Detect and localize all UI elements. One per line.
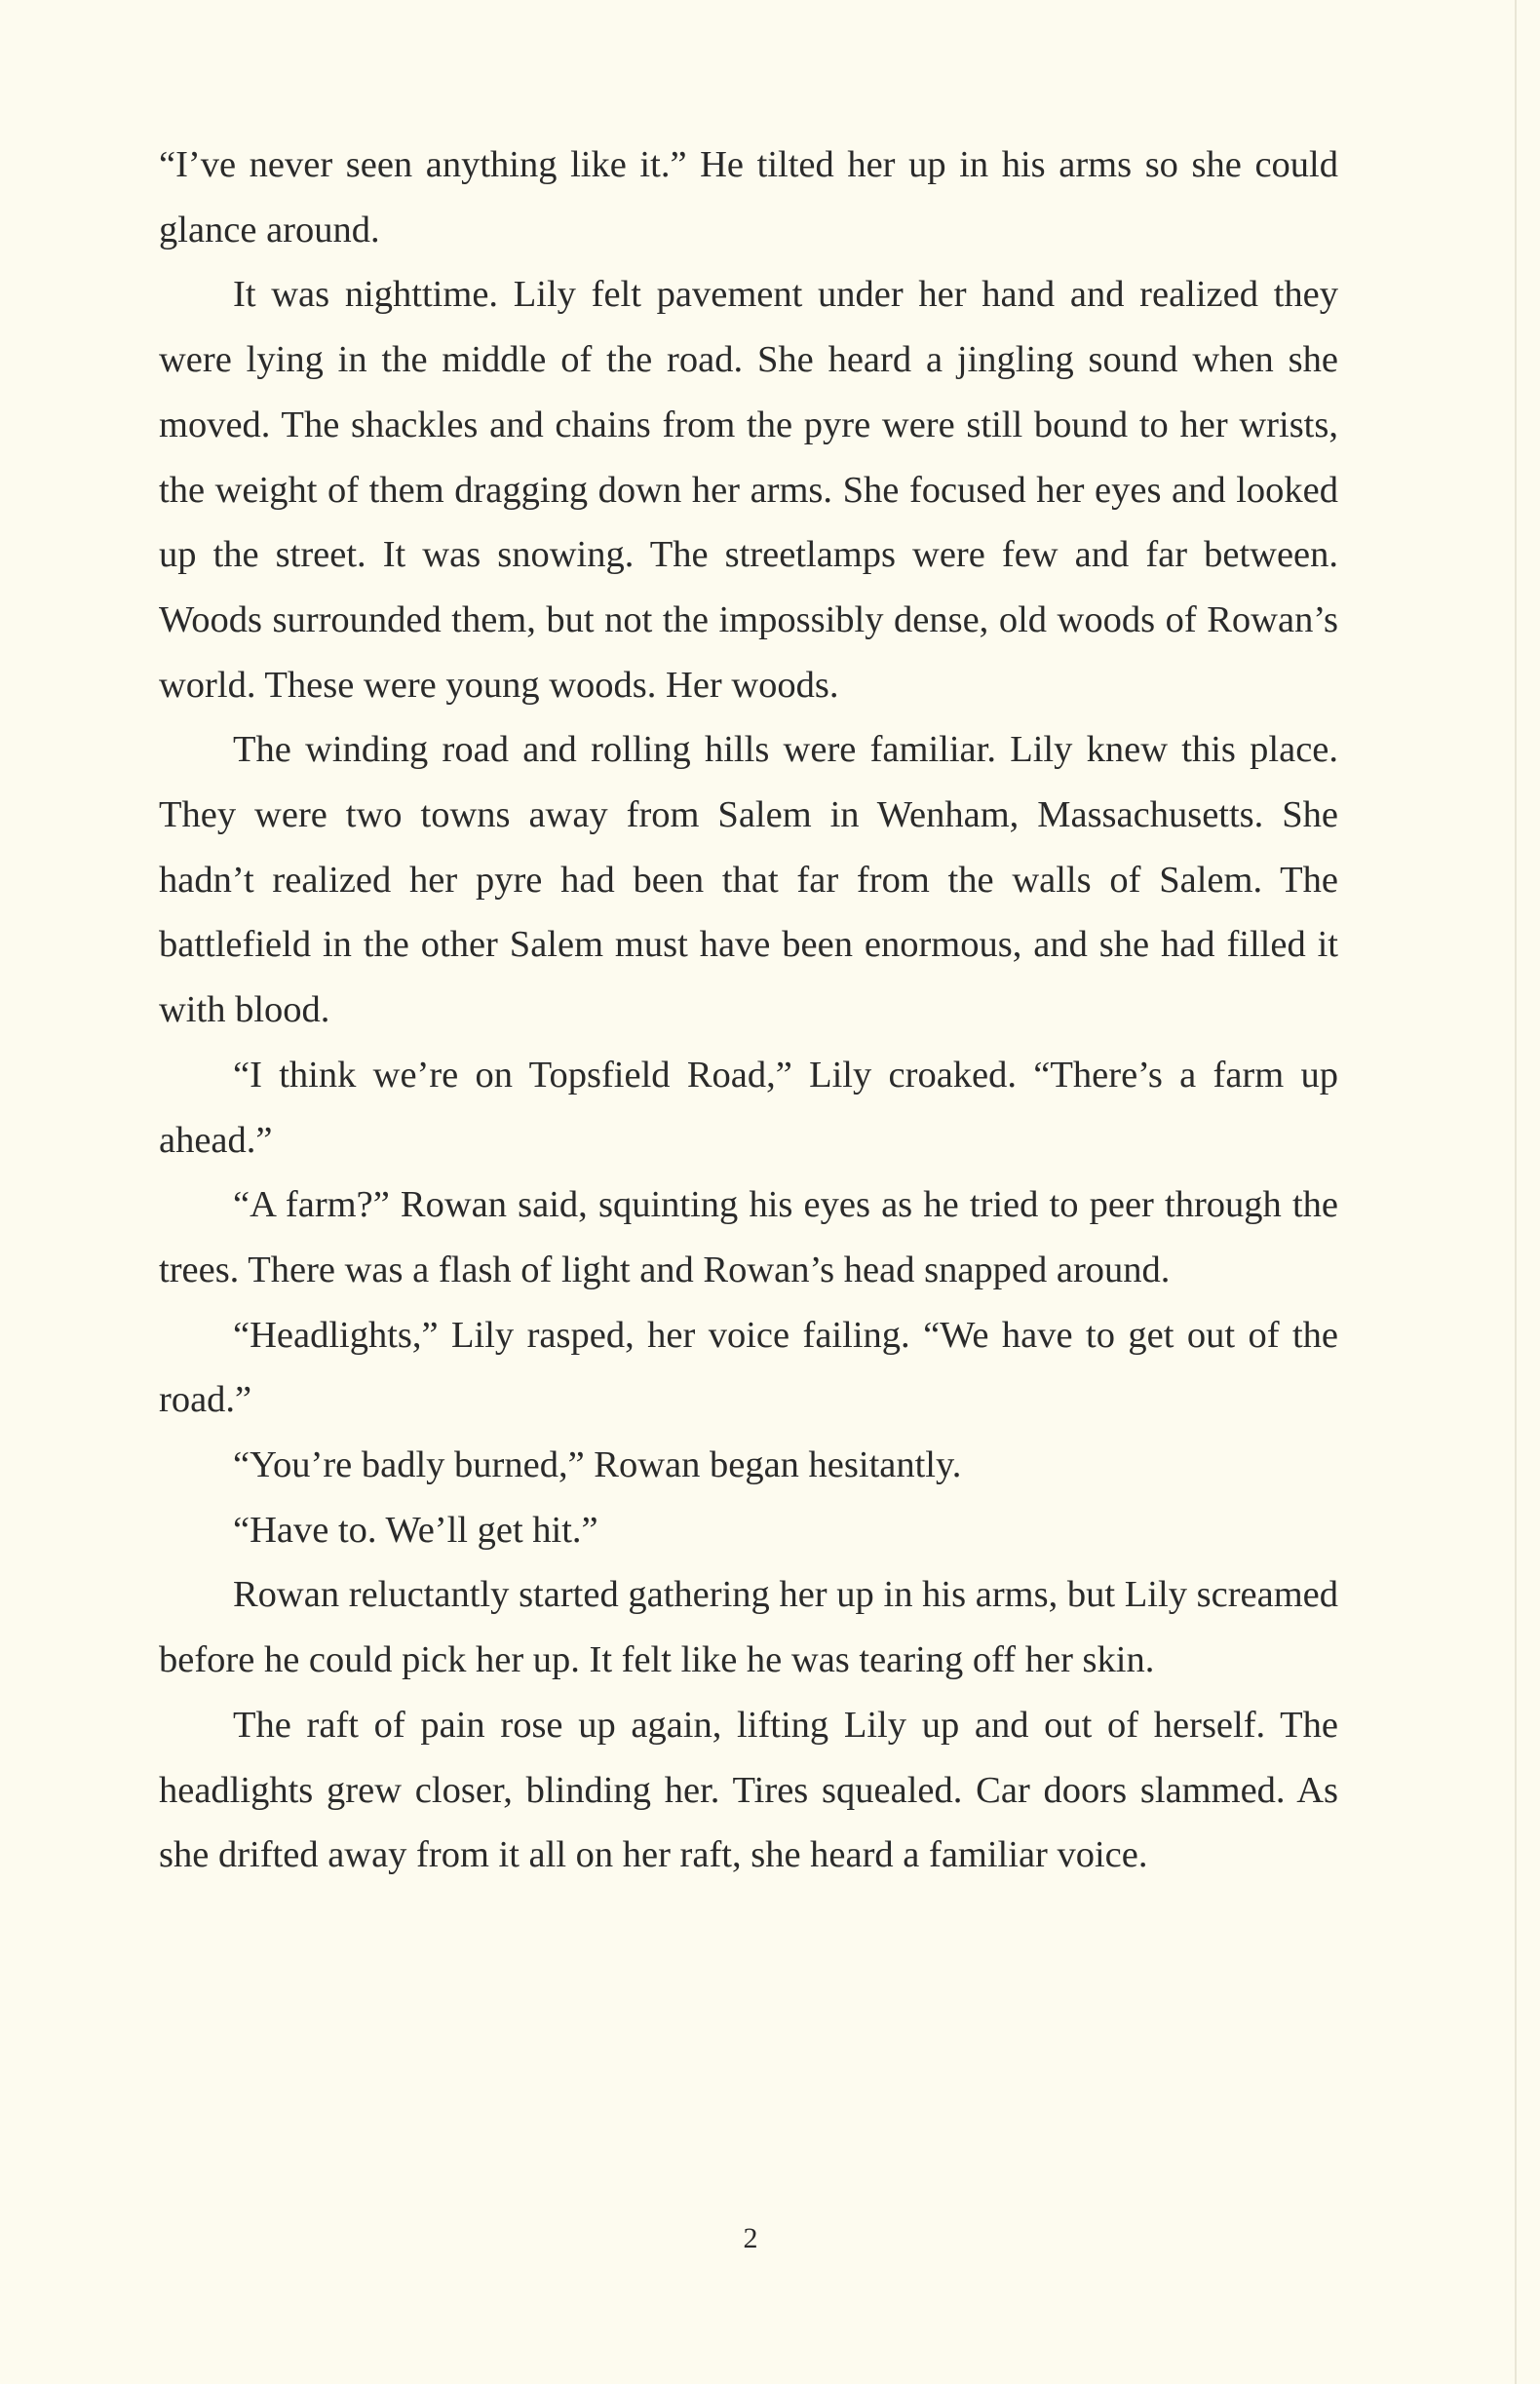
- paragraph: The raft of pain rose up again, lifting Lily up and out of herself. The headlights grew closer, blinding her. Tires squealed. Car doors slammed. As she drifted away from it all on her raft, she heard a familiar voice.: [159, 1704, 1338, 1876]
- paragraph: The winding road and rolling hills were familiar. Lily knew this place. They were two towns away from Salem in Wenham, Massachusetts. She hadn’t realized her pyre had been that far from the walls of Salem. The battlefield in the other Salem must have been enormous, and she had filled it with blood.: [159, 729, 1338, 1031]
- paragraph: “Headlights,” Lily rasped, her voice failing. “We have to get out of the road.”: [159, 1314, 1338, 1421]
- paragraph: “Have to. We’ll get hit.”: [233, 1509, 598, 1551]
- paragraph: “I think we’re on Topsfield Road,” Lily croaked. “There’s a farm up ahead.”: [159, 1054, 1338, 1161]
- page-edge-divider: [1515, 0, 1517, 2384]
- page-number: 2: [743, 2222, 758, 2254]
- paragraph: Rowan reluctantly started gathering her up in his arms, but Lily screamed before he could pick her up. It felt like he was tearing off her skin.: [159, 1574, 1338, 1681]
- paragraph: “You’re badly burned,” Rowan began hesitantly.: [233, 1444, 962, 1486]
- paragraph: “A farm?” Rowan said, squinting his eyes as he tried to peer through the trees. There was a flash of light and Rowan’s head snapped around.: [159, 1184, 1338, 1290]
- body-text: [159, 133, 1338, 1888]
- paragraph: It was nighttime. Lily felt pavement under her hand and realized they were lying in the middle of the road. She heard a jingling sound when she moved. The shackles and chains from the pyre were still bound to her wrists, the weight of them dragging down her arms. She focused her eyes and looked up the street. It was snowing. The streetlamps were few and far between. Woods surrounded them, but not the impossibly dense, old woods of Rowan’s world. These were young woods. Her woods.: [159, 274, 1338, 706]
- paragraph: “I’ve never seen anything like it.” He tilted her up in his arms so she could glance around.: [159, 144, 1338, 250]
